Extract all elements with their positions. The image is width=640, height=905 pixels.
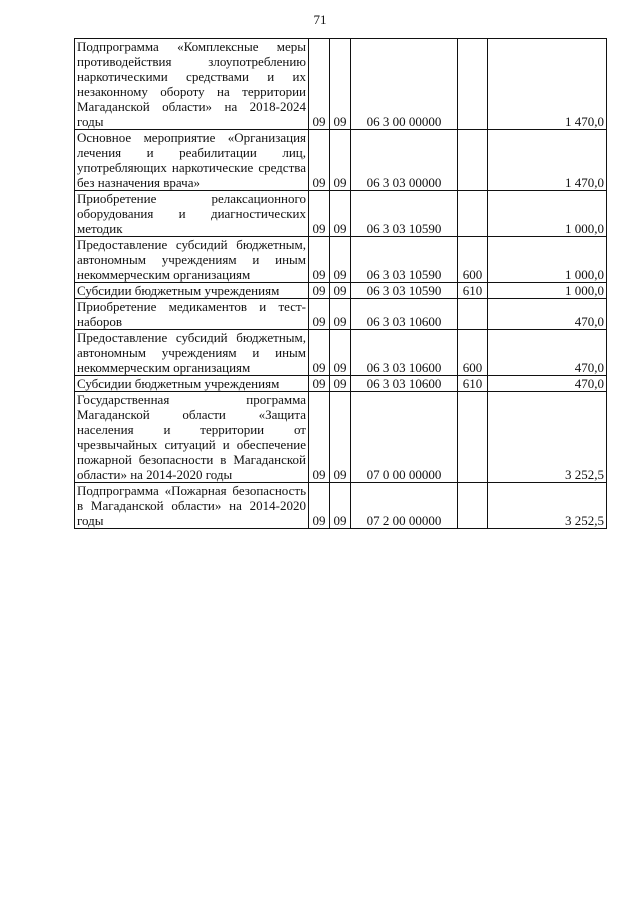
cell-name: Государственная программа Магаданской области «Защита населения и территории от чрезвычайных ситуаций и обеспечение пожарной безопасности в Магаданской области» на 2014-2020 годы xyxy=(75,392,309,483)
cell-expense-type: 610 xyxy=(458,283,488,299)
cell-amount: 1 000,0 xyxy=(488,237,607,283)
cell-target-code: 07 2 00 00000 xyxy=(351,483,458,529)
cell-expense-type: 610 xyxy=(458,376,488,392)
cell-section: 09 xyxy=(309,39,330,130)
table-row xyxy=(75,237,607,283)
table-row xyxy=(75,130,607,191)
cell-amount: 1 000,0 xyxy=(488,191,607,237)
cell-expense-type xyxy=(458,299,488,330)
cell-amount: 1 470,0 xyxy=(488,39,607,130)
budget-table xyxy=(74,38,607,529)
cell-section: 09 xyxy=(309,130,330,191)
page-number: 71 xyxy=(313,12,327,27)
cell-amount: 470,0 xyxy=(488,330,607,376)
cell-target-code: 06 3 03 00000 xyxy=(351,130,458,191)
cell-subsection: 09 xyxy=(330,299,351,330)
cell-subsection: 09 xyxy=(330,392,351,483)
cell-subsection: 09 xyxy=(330,283,351,299)
cell-name: Субсидии бюджетным учреждениям xyxy=(75,376,309,392)
table-row xyxy=(75,483,607,529)
cell-subsection: 09 xyxy=(330,39,351,130)
cell-name: Приобретение релаксационного оборудования и диагностических методик xyxy=(75,191,309,237)
cell-amount: 1 470,0 xyxy=(488,130,607,191)
table-row xyxy=(75,330,607,376)
cell-target-code: 06 3 00 00000 xyxy=(351,39,458,130)
cell-target-code: 07 0 00 00000 xyxy=(351,392,458,483)
cell-subsection: 09 xyxy=(330,483,351,529)
table-row xyxy=(75,39,607,130)
cell-name: Предоставление субсидий бюджетным, автономным учреждениям и иным некоммерческим организациям xyxy=(75,237,309,283)
cell-section: 09 xyxy=(309,191,330,237)
cell-subsection: 09 xyxy=(330,330,351,376)
cell-amount: 470,0 xyxy=(488,376,607,392)
cell-section: 09 xyxy=(309,283,330,299)
table-row xyxy=(75,283,607,299)
cell-section: 09 xyxy=(309,299,330,330)
cell-amount: 3 252,5 xyxy=(488,392,607,483)
cell-subsection: 09 xyxy=(330,191,351,237)
table-row xyxy=(75,376,607,392)
cell-target-code: 06 3 03 10590 xyxy=(351,283,458,299)
cell-name: Субсидии бюджетным учреждениям xyxy=(75,283,309,299)
cell-target-code: 06 3 03 10600 xyxy=(351,299,458,330)
cell-name: Основное мероприятие «Организация лечения и реабилитации лиц, употребляющих наркотические средства без назначения врача» xyxy=(75,130,309,191)
cell-expense-type xyxy=(458,130,488,191)
cell-amount: 3 252,5 xyxy=(488,483,607,529)
cell-target-code: 06 3 03 10600 xyxy=(351,376,458,392)
table-row xyxy=(75,392,607,483)
cell-expense-type: 600 xyxy=(458,330,488,376)
table-row xyxy=(75,299,607,330)
cell-name: Предоставление субсидий бюджетным, автономным учреждениям и иным некоммерческим организациям xyxy=(75,330,309,376)
cell-subsection: 09 xyxy=(330,376,351,392)
cell-section: 09 xyxy=(309,237,330,283)
cell-section: 09 xyxy=(309,376,330,392)
cell-section: 09 xyxy=(309,330,330,376)
cell-target-code: 06 3 03 10600 xyxy=(351,330,458,376)
cell-expense-type: 600 xyxy=(458,237,488,283)
cell-section: 09 xyxy=(309,392,330,483)
cell-expense-type xyxy=(458,191,488,237)
cell-expense-type xyxy=(458,39,488,130)
table-row xyxy=(75,191,607,237)
cell-section: 09 xyxy=(309,483,330,529)
cell-name: Приобретение медикаментов и тест-наборов xyxy=(75,299,309,330)
cell-subsection: 09 xyxy=(330,130,351,191)
budget-table-body xyxy=(75,39,607,529)
cell-expense-type xyxy=(458,483,488,529)
cell-target-code: 06 3 03 10590 xyxy=(351,237,458,283)
cell-target-code: 06 3 03 10590 xyxy=(351,191,458,237)
cell-amount: 1 000,0 xyxy=(488,283,607,299)
cell-amount: 470,0 xyxy=(488,299,607,330)
cell-name: Подпрограмма «Пожарная безопасность в Магаданской области» на 2014-2020 годы xyxy=(75,483,309,529)
cell-name: Подпрограмма «Комплексные меры противодействия злоупотреблению наркотическими средствами и их незаконному обороту на территории Магаданской области» на 2018-2024 годы xyxy=(75,39,309,130)
cell-subsection: 09 xyxy=(330,237,351,283)
cell-expense-type xyxy=(458,392,488,483)
